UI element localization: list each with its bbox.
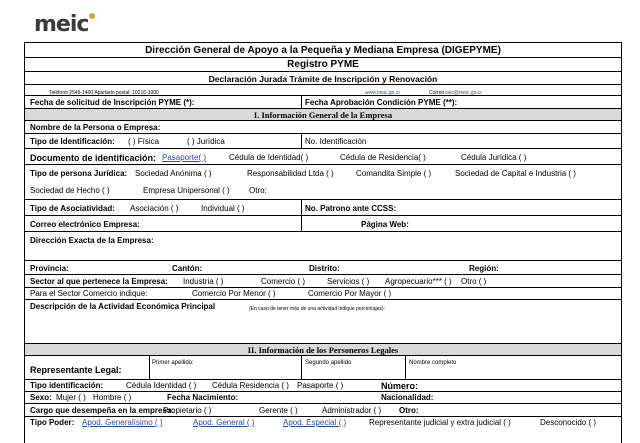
primer-apellido-label: Primer apellido: [152, 360, 194, 366]
id-number-label: No. Identificación [305, 137, 367, 146]
request-date-label: Fecha de solicitud de Inscripción PYME (*): [30, 98, 195, 107]
patrono-label: No. Patrono ante CCSS: [305, 204, 397, 213]
association-row [25, 200, 621, 216]
document-row [25, 149, 621, 165]
divider [301, 216, 302, 231]
capital-industria-option[interactable]: Sociedad de Capital e Industria ( ) [455, 169, 576, 178]
sociedad-anonima-option[interactable]: Sociedad Anónima ( ) [135, 169, 212, 178]
rep-id-row [25, 380, 621, 392]
web-label: Página Web: [361, 220, 409, 229]
company-email-label: Correo electrónico Empresa: [30, 220, 140, 229]
divider [405, 356, 406, 379]
industria-option[interactable]: Industria ( ) [183, 277, 224, 286]
rep-number-label: Número: [381, 381, 419, 391]
id-type-row [25, 134, 621, 149]
form-frame [24, 42, 622, 443]
otro-sector-option[interactable]: Otro ( ) [461, 277, 487, 286]
activity-row [25, 300, 621, 344]
comercio-option[interactable]: Comercio ( ) [261, 277, 306, 286]
asociacion-option[interactable]: Asociación ( ) [130, 204, 179, 213]
mujer-option[interactable]: Mujer ( ) [56, 393, 86, 402]
power-label: Tipo Poder: [30, 418, 75, 427]
mayor-option[interactable]: Comercio Por Mayor ( ) [308, 289, 392, 298]
location-row [25, 261, 621, 275]
divider [301, 356, 302, 379]
header-subtitle-row [25, 58, 621, 72]
birth-date-label: Fecha Nacimiento: [167, 393, 239, 402]
comandita-option[interactable]: Comandita Simple ( ) [356, 169, 432, 178]
dates-row [25, 96, 621, 109]
rep-cedula-residencia-option[interactable]: Cédula Residencia ( ) [212, 381, 289, 390]
responsabilidad-option[interactable]: Responsabilidad Ltda ( ) [247, 169, 334, 178]
logo-text: meic [34, 12, 89, 37]
representative-row [25, 356, 621, 380]
especial-option[interactable]: Apod. Especial ( ) [283, 418, 347, 427]
header-title-row [25, 43, 621, 58]
otro-role-label: Otro: [399, 406, 419, 415]
divider [301, 96, 302, 108]
region-label: Región: [469, 264, 499, 273]
section-1-header [25, 109, 621, 121]
section-2-title: II. Información de los Personeros Legales [247, 345, 399, 355]
provincia-label: Provincia: [30, 264, 69, 273]
sociedad-hecho-option[interactable]: Sociedad de Hecho ( ) [30, 186, 110, 195]
nombre-completo-label: Nombre completo [409, 360, 457, 366]
propietario-option[interactable]: Propietario ( ) [163, 406, 212, 415]
contact-text: Teléfono 2549-1400 Apartado postal: 10216-1000 [49, 90, 159, 96]
general-option[interactable]: Apod. General ( ) [193, 418, 255, 427]
hombre-option[interactable]: Hombre ( ) [93, 393, 132, 402]
generalisimo-option[interactable]: Apod. Generalísimo ( ) [82, 418, 163, 427]
commerce-row [25, 288, 621, 300]
section-2-header [25, 344, 621, 356]
divider [301, 134, 302, 148]
declaration-text: Declaración Jurada Trámite de Inscripción y Renovación [208, 74, 438, 84]
email-web-row [25, 216, 621, 232]
address-row [25, 232, 621, 261]
divider [149, 356, 150, 379]
meic-logo [34, 12, 94, 37]
approval-date-label: Fecha Aprobación Condición PYME (**): [305, 98, 458, 107]
pasaporte-option[interactable]: Pasaporte( ) [162, 153, 207, 162]
logo-dot-icon [89, 13, 95, 19]
nationality-label: Nacionalidad: [381, 393, 434, 402]
sex-label: Sexo: [30, 393, 52, 402]
cedula-residencia-option[interactable]: Cédula de Residencia( ) [340, 153, 426, 162]
cedula-juridica-option[interactable]: Cédula Jurídica ( ) [461, 153, 527, 162]
legal-type-label: Tipo de persona Jurídica: [30, 169, 128, 178]
legal-type-row [25, 165, 621, 200]
commerce-label: Para el Sector Comercio indique: [30, 289, 148, 298]
role-label: Cargo que desempeña en la empresa: [30, 406, 175, 415]
section-1-title: I. Información General de la Empresa [253, 110, 393, 120]
email-link[interactable]: siec@meic.go.cr [445, 90, 483, 96]
website-link[interactable]: www.meic.go.cr [365, 90, 401, 96]
company-name-row [25, 121, 621, 134]
otro-legal-type-label: Otro: [249, 186, 267, 195]
fisica-option[interactable]: ( ) Física [128, 137, 160, 146]
contact-row [25, 85, 621, 96]
rep-pasaporte-option[interactable]: Pasaporte ( ) [297, 381, 344, 390]
declaration-row [25, 72, 621, 85]
menor-option[interactable]: Comercio Por Menor ( ) [192, 289, 276, 298]
representative-label: Representante Legal: [30, 365, 122, 375]
juridica-option[interactable]: ( ) Jurídica [187, 137, 225, 146]
company-name-label: Nombre de la Persona o Empresa: [30, 123, 161, 132]
rep-power-row [25, 417, 621, 429]
individual-option[interactable]: Individual ( ) [201, 204, 245, 213]
distrito-label: Distrito: [309, 264, 340, 273]
administrador-option[interactable]: Administrador ( ) [322, 406, 382, 415]
activity-note: (En caso de tener más de una actividad indique porcentajes): [249, 306, 385, 312]
canton-label: Cantón: [172, 264, 203, 273]
form-title: Dirección General de Apoyo a la Pequeña y Mediana Empresa (DIGEPYME) [145, 45, 501, 56]
servicios-option[interactable]: Servicios ( ) [327, 277, 370, 286]
rep-sex-row [25, 392, 621, 404]
document-label: Documento de identificación: [30, 153, 157, 163]
divider [301, 200, 302, 215]
agropecuario-option[interactable]: Agropecuario*** ( ) [385, 277, 452, 286]
segundo-apellido-label: Segundo apellido [305, 360, 352, 366]
rep-role-row [25, 404, 621, 417]
rep-id-label: Tipo identificación: [30, 381, 104, 390]
email-label: Correo [429, 90, 445, 96]
association-label: Tipo de Asociatividad: [30, 204, 115, 213]
empresa-unipersonal-option[interactable]: Empresa Unipersonal ( ) [143, 186, 230, 195]
activity-label: Descripción de la Actividad Económica Principal [30, 302, 216, 311]
judicial-option[interactable]: Representante judicial y extra judicial ( ) [369, 418, 511, 427]
address-label: Dirección Exacta de la Empresa: [30, 236, 154, 245]
gerente-option[interactable]: Gerente ( ) [259, 406, 298, 415]
sector-row [25, 275, 621, 288]
form-subtitle: Registro PYME [287, 59, 359, 70]
desconocido-option[interactable]: Desconocido ( ) [540, 418, 597, 427]
id-type-label: Tipo de Identificación: [30, 137, 115, 146]
rep-cedula-identidad-option[interactable]: Cédula Identidad ( ) [126, 381, 197, 390]
sector-label: Sector al que pertenece la Empresa: [30, 277, 168, 286]
cedula-identidad-option[interactable]: Cédula de Identidad( ) [229, 153, 309, 162]
